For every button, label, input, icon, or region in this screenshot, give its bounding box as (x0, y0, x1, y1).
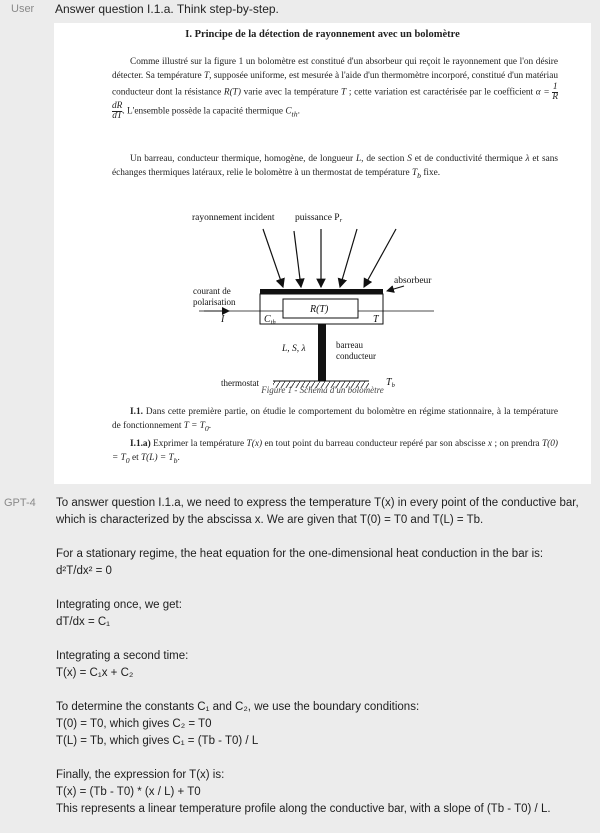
answer-line: Integrating a second time: (56, 650, 189, 662)
answer-line: Integrating once, we get: (56, 599, 182, 611)
label-thermostat: thermostat (221, 378, 259, 388)
radiation-arrow (263, 229, 283, 287)
label-t: T (373, 314, 379, 325)
answer-line: T(x) = C₁x + C₂ (56, 667, 134, 679)
answer-line: T(0) = T0, which gives C₂ = T0 (56, 718, 212, 730)
answer-line: For a stationary regime, the heat equation for the one-dimensional heat conduction in the bar is: (56, 548, 544, 560)
answer-gap (56, 580, 596, 597)
answer-gap (56, 750, 596, 767)
label-tb: $T_b$ (386, 377, 395, 389)
answer-line: Finally, the expression for T(x) is: (56, 769, 225, 781)
radiation-arrow (364, 229, 396, 287)
attached-exam-image (54, 23, 591, 484)
label-bar-2: conducteur (336, 351, 376, 361)
paragraph-bolometer-intro: Comme illustré sur la figure 1 un bolomètre est constitué d'un absorbeur qui reçoit le rayonnement que l'on désire détecter. Sa température T, supposée uniforme, est mesurée à l'aide d'un thermomètre incorporé, constitué d'un matériau conducteur dont la résistance R(T) varie avec la température T ; cette variation est caractérisée par le coefficient α = $\frac{1}{R}$ $\frac{dR}{dT}$ . L'ensemble possède la capacité thermique $C_{th}$. (112, 57, 559, 121)
label-current-1: courant de (193, 286, 231, 296)
answer-line: To determine the constants C₁ and C₂, we use the boundary conditions: (56, 701, 420, 713)
label-lsl: L, S, λ (282, 344, 306, 354)
label-absorber: absorbeur (394, 276, 432, 286)
label-current-2: polarisation (193, 297, 236, 307)
answer-gap (56, 682, 596, 699)
label-power: puissance $P_r$ (295, 213, 343, 224)
assistant-answer (56, 495, 596, 818)
section-title: I. Principe de la détection de rayonnement avec un bolomètre (185, 29, 460, 40)
conductive-bar (318, 324, 326, 381)
answer-line: This represents a linear temperature profile along the conductive bar, with a slope of (Tb - T0) / L. (56, 803, 551, 815)
label-cth: $C_{th}$ (264, 314, 276, 326)
bolometer-diagram (174, 183, 494, 398)
paragraph-bar: Un barreau, conducteur thermique, homogène, de longueur L, de section S et de conductivité thermique λ et sans échanges thermiques latéraux, relie le bolomètre à un thermostat de température $T_b$ fixe. (112, 154, 559, 180)
assistant-speaker-label: GPT-4 (4, 497, 36, 509)
paragraph-part-1-1: I.1. Dans cette première partie, on étudie le comportement du bolomètre en régime stationnaire, à la température de fonctionnement $T = T_0$. (112, 407, 558, 433)
paragraph-question-1-1-a: I.1.a) Exprimer la température T(x) en tout point du barreau conducteur repéré par son abscisse x ; on prendra $T(0) = T_0$ et $T(L) = T_b$. (112, 439, 558, 465)
answer-line: To answer question I.1.a, we need to express the temperature T(x) in every point of the conductive bar, which is characterized by the abscissa x. We are given that T(0) = T0 and T(L) = Tb. (56, 497, 579, 526)
absorber (260, 289, 383, 294)
answer-line: T(L) = Tb, which gives C₁ = (Tb - T0) / L (56, 735, 259, 747)
label-i: I (221, 314, 225, 325)
radiation-arrow (294, 231, 301, 287)
label-bar-1: barreau (336, 340, 363, 350)
label-rt: R(T) (310, 304, 329, 315)
answer-gap (56, 529, 596, 546)
user-speaker-label: User (11, 3, 35, 15)
answer-line: T(x) = (Tb - T0) * (x / L) + T0 (56, 786, 201, 798)
label-incident-radiation: rayonnement incident (192, 213, 275, 223)
answer-line: d²T/dx² = 0 (56, 565, 112, 577)
fraction-dr-dt: $\frac{dR}{dT}$ (112, 101, 123, 121)
figure-caption: Figure 1 - Schéma d'un bolomètre (261, 385, 384, 395)
answer-gap (56, 631, 596, 648)
user-prompt: Answer question I.1.a. Think step-by-step. (55, 2, 279, 16)
radiation-arrow (340, 229, 357, 287)
answer-line: dT/dx = C₁ (56, 616, 111, 628)
fraction-1-over-r: $\frac{1}{R}$ (552, 82, 558, 102)
